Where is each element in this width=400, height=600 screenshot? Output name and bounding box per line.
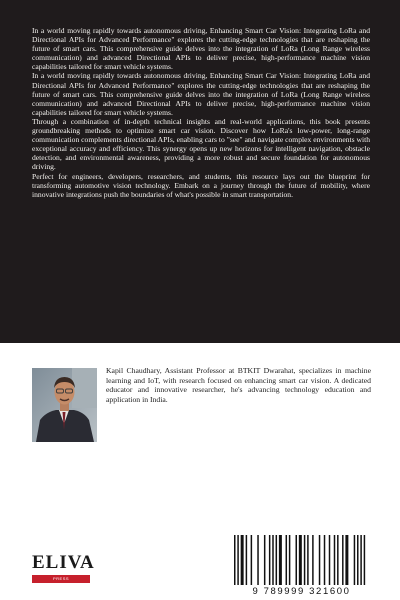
barcode-bar xyxy=(237,535,239,585)
barcode-bar xyxy=(360,535,362,585)
barcode-bar xyxy=(269,535,271,585)
barcode-bar xyxy=(354,535,356,585)
publisher-logo-text: ELIVA xyxy=(32,552,95,573)
synopsis-paragraph-3: Through a combination of in-depth technical insights and real-world applications, this book presents groundbreaking methods to optimize smart car vision. Discover how LoRa's low-power, long-range communication complements directional APIs, enabling cars to "see" and navigate complex environments with exceptional accuracy and efficiency. This synergy opens up new horizons for intelligent navigation, obstacle detection, and environmental awareness, providing a more robust and secure foundation for autonomous driving. xyxy=(32,116,370,172)
barcode-bar xyxy=(251,535,253,585)
barcode-bar xyxy=(234,535,236,585)
barcode-bar xyxy=(286,535,288,585)
synopsis-paragraph-1: In a world moving rapidly towards autonomous driving, Enhancing Smart Car Vision: Integrating LoRa and Directional APIs for Advanced Performance" explores the cutting-edge technologies that are reshaping the future of smart cars. This comprehensive guide delves into the integration of LoRa (Long Range wireless communication) and advanced Directional APIs to deliver precise, high-performance machine vision capabilities tailored for smart vehicle systems. xyxy=(32,26,370,72)
barcode-bar xyxy=(364,535,366,585)
barcode-bar xyxy=(312,535,314,585)
barcode-bar xyxy=(334,535,336,585)
author-portrait-image xyxy=(32,368,97,442)
barcode-bar xyxy=(276,535,278,585)
publisher-logo xyxy=(32,552,95,589)
barcode-bar xyxy=(289,535,291,585)
barcode-bar xyxy=(246,535,248,585)
barcode-bar xyxy=(324,535,326,585)
author-panel xyxy=(0,343,400,600)
barcode-bar xyxy=(345,535,348,585)
isbn-number: 9 789999 321600 xyxy=(252,586,351,597)
barcode-bar xyxy=(307,535,309,585)
barcode-bar xyxy=(264,535,266,585)
barcode-bar xyxy=(304,535,306,585)
publisher-logo-subtext: PRESS xyxy=(52,576,70,581)
barcode-bar xyxy=(329,535,331,585)
isbn-barcode xyxy=(233,533,368,585)
barcode-bar xyxy=(342,535,344,585)
barcode-bar xyxy=(272,535,274,585)
barcode-bar xyxy=(357,535,359,585)
synopsis-paragraph-2: In a world moving rapidly towards autonomous driving, Enhancing Smart Car Vision: Integrating LoRa and Directional APIs for Advanced Performance" explores the cutting-edge technologies that are reshaping the future of smart cars. This comprehensive guide delves into the integration of LoRa (Long Range wireless communication) and advanced Directional APIs to deliver precise, high-performance machine vision capabilities tailored for smart vehicle systems. xyxy=(32,71,370,117)
barcode-bar xyxy=(337,535,339,585)
barcode-bar xyxy=(296,535,298,585)
barcode-bar xyxy=(241,535,244,585)
synopsis-paragraph-4: Perfect for engineers, developers, researchers, and students, this resource lays out the blueprint for transforming automotive vision technology. Embark on a journey through the future of mobility, where innovative integrations push the boundaries of what's possible in smart transportation. xyxy=(32,171,370,199)
author-photo xyxy=(32,368,97,442)
barcode-bar xyxy=(257,535,259,585)
synopsis-text xyxy=(32,26,370,199)
barcode-bar xyxy=(319,535,321,585)
barcode-bar xyxy=(279,535,282,585)
author-bio: Kapil Chaudhary, Assistant Professor at BTKIT Dwarahat, specializes in machine learning and IoT, with research focused on enhancing smart car vision. A dedicated educator and innovative researcher, he's advancing technology education and application in India. xyxy=(106,366,371,404)
barcode-bar xyxy=(299,535,302,585)
